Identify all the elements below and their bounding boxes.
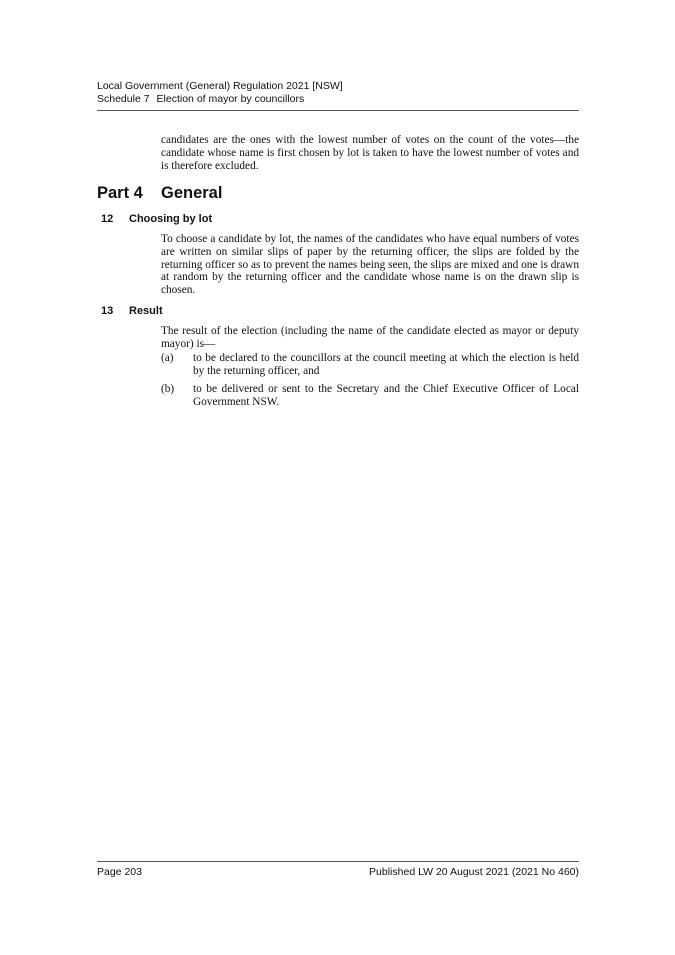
page-number: Page 203	[97, 866, 142, 878]
clause-number: 13	[101, 305, 114, 317]
continuation-paragraph: candidates are the ones with the lowest number of votes on the count of the votes—the candidate whose name is first chosen by lot is taken to have the lowest number of votes and is therefore excluded.	[161, 134, 579, 172]
publication-note: Published LW 20 August 2021 (2021 No 460)	[369, 866, 579, 878]
regulation-title: Local Government (General) Regulation 2021 [NSW]	[97, 80, 343, 92]
schedule-line	[97, 93, 579, 106]
part-number: Part 4	[97, 184, 143, 202]
clause-paragraph: The result of the election (including the name of the candidate elected as mayor or deputy mayor) is—	[161, 325, 579, 350]
schedule-number: Schedule 7	[97, 93, 150, 105]
clause-number: 12	[101, 213, 114, 225]
part-title: General	[161, 184, 223, 202]
clause-paragraph: To choose a candidate by lot, the names of the candidates who have equal numbers of votes are written on similar slips of paper by the returning officer, the slips are folded by the returning officer so as to prevent the names being seen, the slips are mixed and one is drawn at random by the returning officer and the candidate whose name is on the drawn slip is chosen.	[161, 233, 579, 297]
clause-title: Choosing by lot	[129, 213, 213, 225]
list-item	[161, 352, 579, 378]
clause-title: Result	[129, 305, 163, 317]
list-item-label: (a)	[161, 352, 174, 364]
list-item	[161, 383, 579, 409]
schedule-title: Election of mayor by councillors	[156, 93, 305, 105]
list-item-label: (b)	[161, 383, 175, 395]
part-heading	[97, 184, 222, 203]
list-item-text: to be declared to the councillors at the council meeting at which the election is held by the returning officer, and	[193, 352, 579, 377]
list-item-text: to be delivered or sent to the Secretary and the Chief Executive Officer of Local Government NSW.	[193, 383, 579, 408]
running-header	[97, 80, 579, 106]
header-divider	[97, 110, 579, 111]
clause-heading	[101, 305, 163, 317]
clause-heading	[101, 213, 212, 225]
footer-divider	[97, 861, 579, 862]
